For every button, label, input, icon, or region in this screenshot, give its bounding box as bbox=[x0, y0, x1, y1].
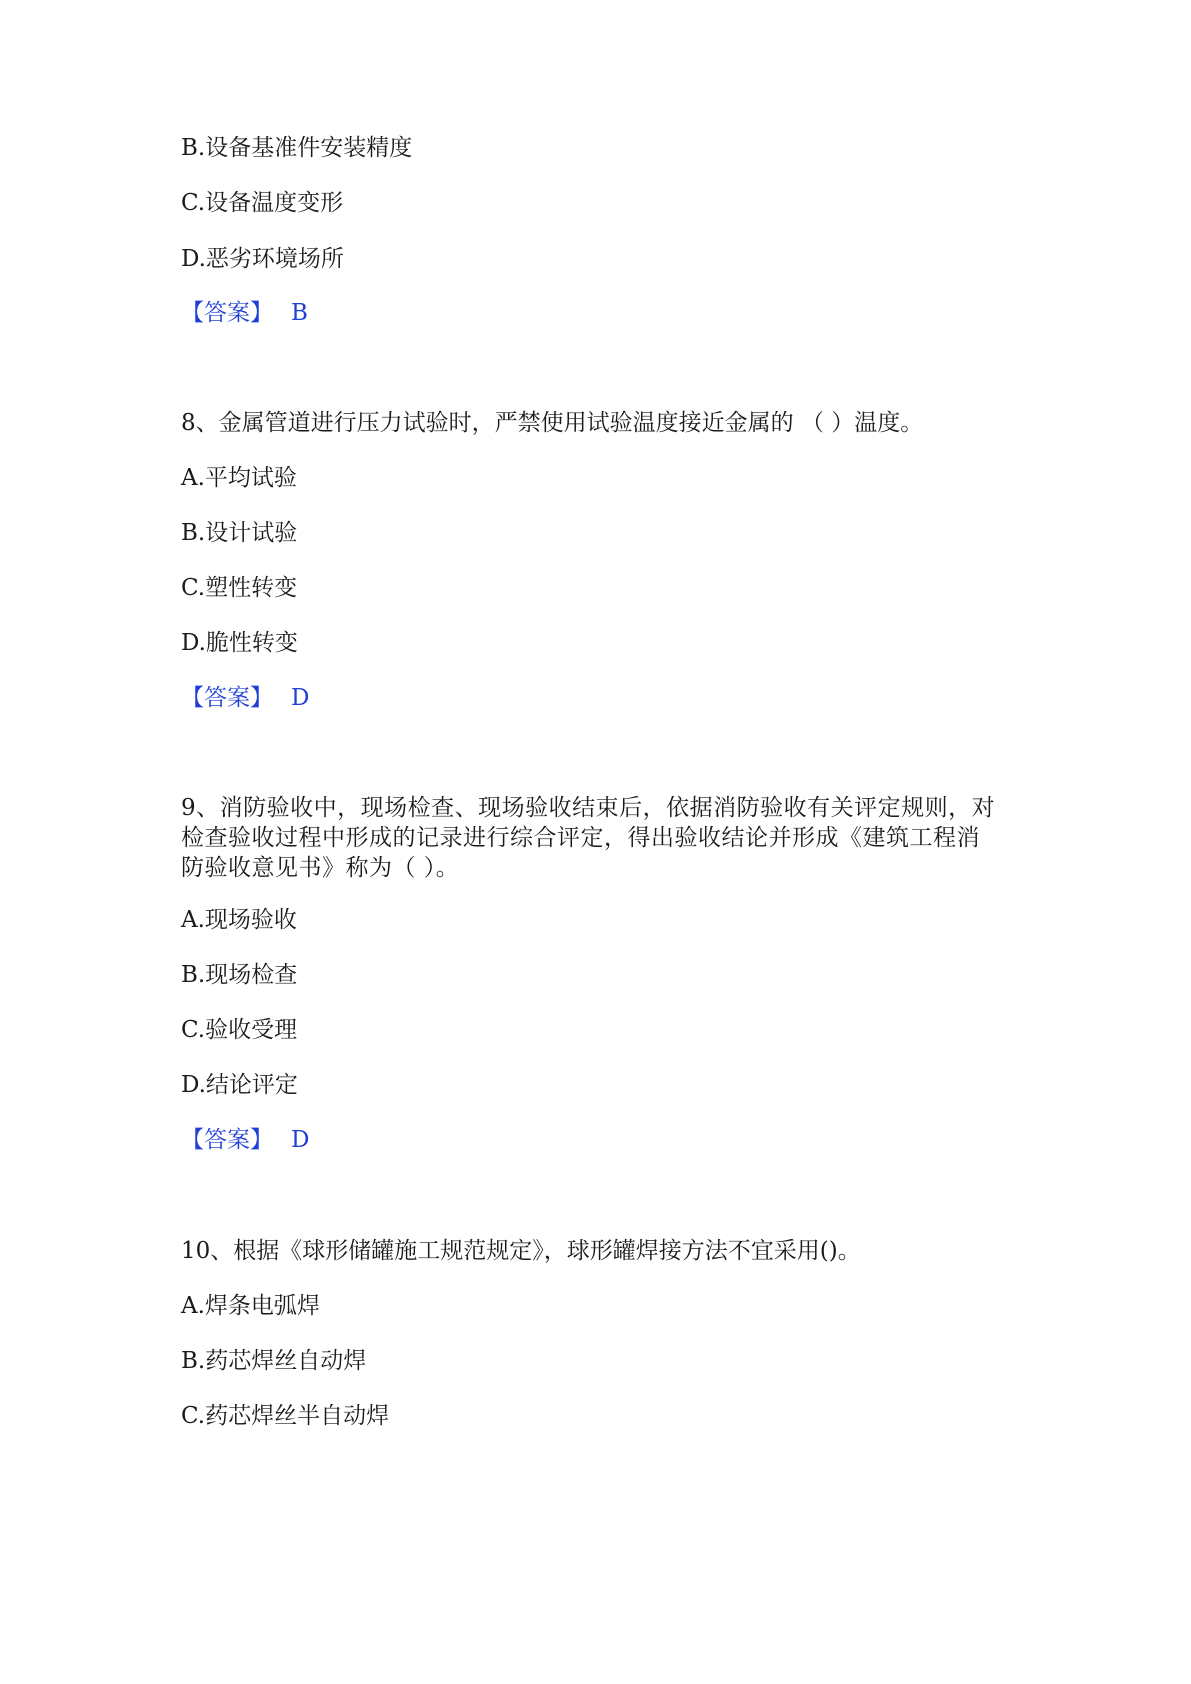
q8-answer bbox=[181, 683, 309, 713]
q7-option-b: B.设备基准件安装精度 bbox=[181, 135, 413, 161]
q8-option-b: B.设计试验 bbox=[181, 520, 298, 546]
q10-option-a: A.焊条电弧焊 bbox=[181, 1293, 320, 1319]
q9-stem bbox=[181, 793, 1021, 883]
q10-option-c: C.药芯焊丝半自动焊 bbox=[181, 1403, 390, 1429]
q8-option-d: D.脆性转变 bbox=[181, 630, 298, 656]
q7-option-c: C.设备温度变形 bbox=[181, 190, 344, 216]
q9-option-c: C.验收受理 bbox=[181, 1017, 298, 1043]
q8-stem: 8、金属管道进行压力试验时，严禁使用试验温度接近金属的 （ ）温度。 bbox=[181, 410, 924, 436]
answer-label: 【答案】 bbox=[181, 1127, 273, 1153]
q9-option-b: B.现场检查 bbox=[181, 962, 298, 988]
q7-option-d: D.恶劣环境场所 bbox=[181, 246, 344, 272]
answer-value: D bbox=[291, 1127, 310, 1153]
q9-answer bbox=[181, 1125, 309, 1155]
q8-option-c: C.塑性转变 bbox=[181, 575, 298, 601]
q9-stem-line: 9、消防验收中，现场检查、现场验收结束后，依据消防验收有关评定规则，对 bbox=[181, 795, 996, 821]
answer-label: 【答案】 bbox=[181, 300, 273, 326]
q7-answer bbox=[181, 298, 308, 328]
q9-stem-line: 防验收意见书》称为（ ）。 bbox=[181, 855, 460, 881]
answer-value: B bbox=[291, 300, 308, 326]
q9-option-d: D.结论评定 bbox=[181, 1072, 298, 1098]
q9-option-a: A.现场验收 bbox=[181, 907, 297, 933]
q10-option-b: B.药芯焊丝自动焊 bbox=[181, 1348, 367, 1374]
q8-option-a: A.平均试验 bbox=[181, 465, 297, 491]
answer-value: D bbox=[291, 685, 310, 711]
answer-label: 【答案】 bbox=[181, 685, 273, 711]
q9-stem-line: 检查验收过程中形成的记录进行综合评定，得出验收结论并形成《建筑工程消 bbox=[181, 825, 980, 851]
q10-stem: 10、根据《球形储罐施工规范规定》，球形罐焊接方法不宜采用()。 bbox=[181, 1238, 861, 1264]
